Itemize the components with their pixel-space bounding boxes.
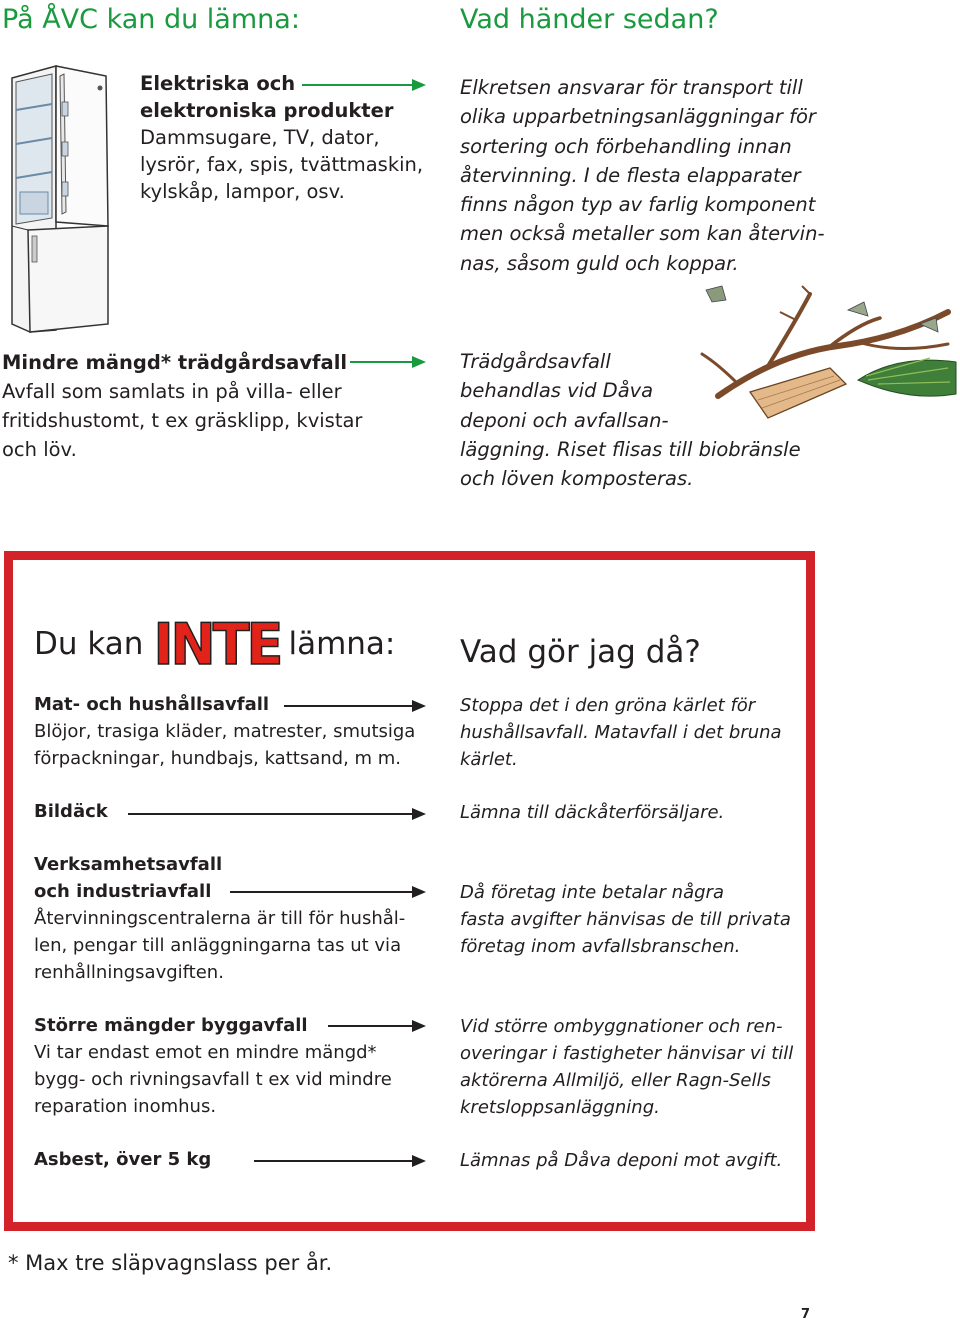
garden-result-line: deponi och avfallsan-: [460, 408, 669, 432]
electronics-result-line: återvinning. I de flesta elapparater: [460, 163, 801, 187]
item-desc: renhållningsavgiften.: [34, 962, 224, 983]
electronics-desc-line-1: Dammsugare, TV, dator,: [140, 126, 380, 149]
item-result: Då företag inte betalar några: [460, 882, 724, 903]
item-desc: förpackningar, hundbajs, kattsand, m m.: [34, 748, 402, 769]
electronics-result-line: nas, såsom guld och koppar.: [460, 251, 739, 275]
item-result: hushållsavfall. Matavfall i det bruna: [460, 722, 782, 743]
item-result: overingar i fastigheter hänvisar vi till: [460, 1043, 794, 1064]
what-to-do-heading: Vad gör jag då?: [460, 634, 701, 670]
item-result: fasta avgifter hänvisas de till privata: [460, 909, 791, 930]
item-title: Verksamhetsavfall: [34, 854, 223, 875]
electronics-result-line: sortering och förbehandling innan: [460, 134, 792, 158]
garden-desc-line-1: Avfall som samlats in på villa- eller: [2, 380, 342, 403]
garden-desc-line-2: fritidshustomt, t ex gräsklipp, kvistar: [2, 409, 363, 432]
item-title: och industriavfall: [34, 881, 212, 902]
item-result: kretsloppsanläggning.: [460, 1097, 660, 1118]
left-heading: På ÅVC kan du lämna:: [2, 4, 300, 35]
garden-result: [460, 347, 801, 493]
heading-inte: INTE: [153, 610, 281, 678]
electronics-desc-line-2: lysrör, fax, spis, tvättmaskin,: [140, 153, 424, 176]
item-result: Vid större ombyggnationer och ren-: [460, 1016, 783, 1037]
heading-prefix: Du kan: [34, 626, 144, 662]
item-title: Bildäck: [34, 801, 108, 822]
garden-desc-line-3: och löv.: [2, 438, 77, 461]
garden-result-line: Trädgårdsavfall: [460, 350, 611, 373]
item-arrow: [254, 1155, 426, 1167]
heading-suffix: lämna:: [288, 626, 396, 662]
item-result: Lämnas på Dåva deponi mot avgift.: [460, 1150, 783, 1171]
item-arrow: [284, 700, 426, 712]
fridge-illustration: [4, 62, 120, 334]
item-desc: Blöjor, trasiga kläder, matrester, smutsiga: [34, 721, 416, 742]
garden-title: Mindre mängd* trädgårdsavfall: [2, 351, 348, 374]
item-desc: bygg- och rivningsavfall t ex vid mindre: [34, 1069, 392, 1090]
garden-result-line: och löven komposteras.: [460, 467, 694, 491]
electronics-desc-line-3: kylskåp, lampor, osv.: [140, 180, 345, 203]
item-desc: Återvinningscentralerna är till för hushål-: [34, 908, 406, 929]
electronics-title-line-1: Elektriska och: [140, 72, 296, 95]
item-result: kärlet.: [460, 749, 518, 770]
electronics-result-line: finns någon typ av farlig komponent: [460, 193, 816, 217]
item-result: Stoppa det i den gröna kärlet för: [460, 695, 756, 716]
item-arrow: [328, 1020, 426, 1032]
garden-arrow: [350, 356, 426, 368]
item-result: aktörerna Allmiljö, eller Ragn-Sells: [460, 1070, 771, 1091]
electronics-arrow: [302, 79, 426, 91]
footnote: * Max tre släpvagnslass per år.: [8, 1251, 333, 1275]
item-title: Större mängder byggavfall: [34, 1015, 308, 1036]
item-title: Asbest, över 5 kg: [34, 1149, 212, 1170]
electronics-title-line-2: elektroniska produkter: [140, 99, 394, 122]
electronics-result-line: Elkretsen ansvarar för transport till: [460, 76, 803, 99]
item-result: företag inom avfallsbranschen.: [460, 936, 741, 957]
electronics-result-line: olika upparbetningsanläggningar för: [460, 105, 816, 129]
item-arrow: [230, 886, 426, 898]
item-title: Mat- och hushållsavfall: [34, 694, 270, 715]
item-arrow: [128, 808, 426, 820]
page-number: 7: [801, 1307, 811, 1322]
item-desc: len, pengar till anläggningarna tas ut via: [34, 935, 402, 956]
garden-result-line: läggning. Riset flisas till biobränsle: [460, 437, 801, 461]
electronics-result-line: men också metaller som kan återvin-: [460, 222, 825, 246]
electronics-result: [460, 73, 824, 278]
item-desc: reparation inomhus.: [34, 1096, 217, 1117]
not-accepted-heading: [34, 612, 395, 676]
garden-result-line: behandlas vid Dåva: [460, 379, 654, 403]
item-desc: Vi tar endast emot en mindre mängd*: [34, 1042, 377, 1063]
right-heading: Vad händer sedan?: [460, 4, 719, 35]
item-result: Lämna till däckåterförsäljare.: [460, 802, 725, 823]
